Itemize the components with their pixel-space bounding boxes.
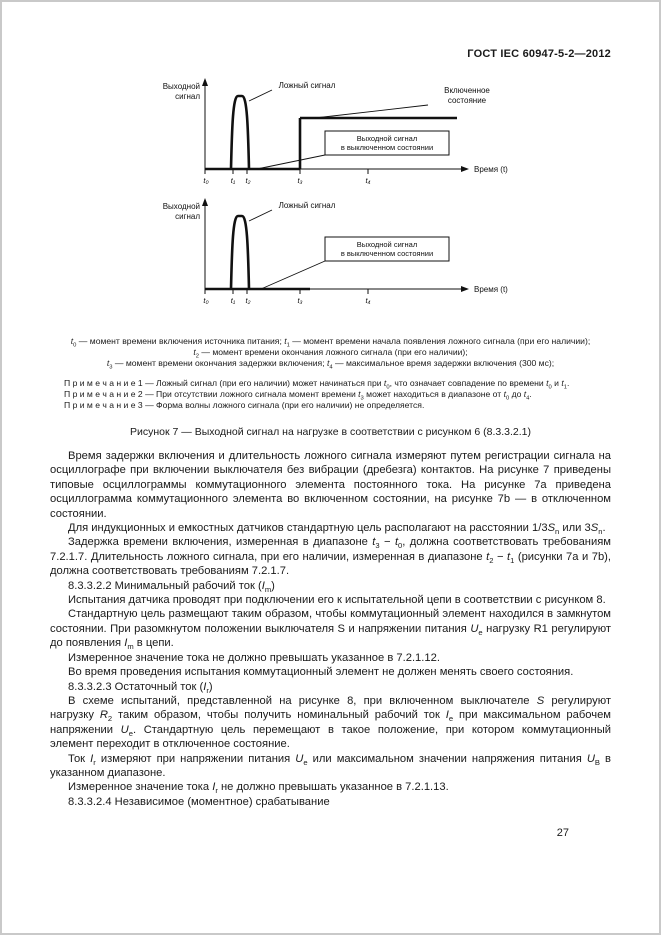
off-state-label: в выключенном состоянии [340, 249, 434, 258]
tick-label-t1: t₁ [230, 296, 236, 305]
leader-line [261, 261, 325, 289]
figure-7b-oscillogram [145, 196, 615, 310]
paragraph: Во время проведения испытания коммутационный элемент не должен менять своего состояния. [68, 666, 574, 679]
note: П р и м е ч а н и е 3 — Форма волны ложного сигнала (при его наличии) не определяется. [64, 400, 425, 410]
tick-label-t0: t₀ [203, 176, 209, 185]
tick-label-t2: t₂ [245, 296, 251, 305]
note: П р и м е ч а н и е 2 — При отсутствии ложного сигнала момент времени $t_3$ может находиться в диапазоне от $t_0$ до $t_4$. [64, 389, 532, 402]
clause-heading-8-3-3-2-4: 8.3.3.2.4 Независимое (моментное) срабатывание [68, 795, 330, 808]
off-state-label: Выходной сигнал [356, 240, 418, 249]
on-state-label: Включенное [444, 86, 490, 95]
y-axis-label: сигнал [175, 212, 200, 221]
tick-label-t4: t₄ [365, 296, 371, 305]
paragraph: Испытания датчика проводят при подключении его к испытательной цепи в соответствии с рисунком 8. [68, 594, 606, 607]
tick-label-t0: t₀ [203, 296, 209, 305]
tick-label-t2: t₂ [245, 176, 251, 185]
tick-label-t3: t₃ [297, 176, 303, 185]
leader-line [249, 90, 272, 101]
paragraph: Измеренное значение тока не должно превышать указанное в 7.2.1.12. [68, 651, 440, 664]
doc-header-number: ГОСТ IEC 60947-5-2—2012 [467, 48, 611, 60]
on-state-label: состояние [447, 96, 487, 105]
paragraph: Время задержки включения и длительность ложного сигнала измеряют путем регистрации сигнала на осциллографе при включении выключателя без вибрации (дребезга) контактов. На рисунке 7 приведены типовые осциллограммы коммутационного элемента постоянного тока. На рисунке 7а приведена осциллограмма коммутационного элемента во включенном состоянии, на рисунке 7b — в отключенном состоянии. [50, 450, 611, 520]
figure-caption: Рисунок 7 — Выходной сигнал на нагрузке в соответствии с рисунком 6 (8.3.3.2.1) [130, 426, 531, 438]
paragraph: Стандартную цель размещают таким образом, чтобы коммутационный элемент находился в замкнутом состоянии. При разомкнутом положении выключателя S и напряжении питания $U_e$ нагрузку R1 регулируют до появления $I_m$ в цепи. [50, 608, 611, 652]
page-number: 27 [556, 827, 569, 840]
page-content [2, 48, 659, 839]
legend-line: $t_2$ — момент времени окончания ложного сигнала (при его наличии); [193, 347, 468, 360]
y-axis-label: Выходной [162, 82, 200, 91]
note: П р и м е ч а н и е 1 — Ложный сигнал (при его наличии) может начинаться при $t_0$, что означает совпадение по времени $t_0$ и $t_1$. [64, 378, 570, 391]
paragraph: Ток $I_r$ измеряют при напряжении питания $U_e$ или максимальном значении напряжения питания $U_B$ в указанном диапазоне. [50, 752, 611, 779]
clause-heading-8-3-3-2-3: 8.3.3.2.3 Остаточный ток $(I_r)$ [68, 680, 213, 695]
figure-legend [50, 336, 611, 369]
paragraph: Задержка времени включения, измеренная в диапазоне $t_3 - t_0$, должна соответствовать требованиям 7.2.1.7. Длительность ложного сигнала, при его наличии, измеренная в диапазоне $t_2 - t_1$ (рисунки 7а и 7b), должна соответствовать требованиям 7.2.1.7. [50, 536, 612, 578]
off-state-label: Выходной сигнал [356, 134, 418, 143]
legend-line: $t_0$ — момент времени включения источника питания; $t_1$ — момент времени начала появления ложного сигнала (при его наличии); [70, 336, 591, 349]
false-signal-label: Ложный сигнал [278, 81, 336, 90]
tick-label-t3: t₃ [297, 296, 303, 305]
figure-notes [50, 378, 611, 411]
paragraph: В схеме испытаний, представленной на рисунке 8, при включенном выключателе S регулируют нагрузку $R_2$ таким образом, чтобы получить номинальный рабочий ток $I_e$ при максимальном рабочем напряжении $U_e$. Стандартную цель перемещают в такое положение, при котором коммутационный элемент переходит в отключенное состояние. [50, 694, 611, 751]
leader-line [249, 210, 272, 221]
leader-line [315, 105, 428, 118]
tick-label-t4: t₄ [365, 176, 371, 185]
false-signal-pulse [231, 96, 249, 169]
false-signal-label: Ложный сигнал [278, 201, 336, 210]
y-axis-arrow-icon [202, 78, 208, 86]
time-axis-label: Время (t) [474, 285, 508, 294]
time-axis-label: Время (t) [474, 165, 508, 174]
legend-line: $t_3$ — момент времени окончания задержки включения; $t_4$ — максимальное время задержки включения (300 мс); [106, 358, 555, 371]
body-text [50, 449, 611, 809]
y-axis-arrow-icon [202, 198, 208, 206]
x-axis-arrow-icon [461, 286, 469, 292]
off-state-label: в выключенном состоянии [340, 143, 434, 152]
y-axis-label: сигнал [175, 92, 200, 101]
false-signal-pulse [231, 216, 249, 289]
clause-heading-8-3-3-2-2: 8.3.3.2.2 Минимальный рабочий ток $(I_m)$ [68, 579, 275, 594]
tick-label-t1: t₁ [230, 176, 236, 185]
paragraph: Измеренное значение тока $I_r$ не должно превышать указанное в 7.2.1.13. [68, 781, 449, 796]
y-axis-label: Выходной [162, 202, 200, 211]
figure-7a-oscillogram [145, 76, 615, 190]
x-axis-arrow-icon [461, 166, 469, 172]
leader-line [257, 155, 325, 169]
paragraph: Для индукционных и емкостных датчиков стандартную цель располагают на расстоянии $1/3S_n$ или $3S_n$. [68, 522, 606, 537]
